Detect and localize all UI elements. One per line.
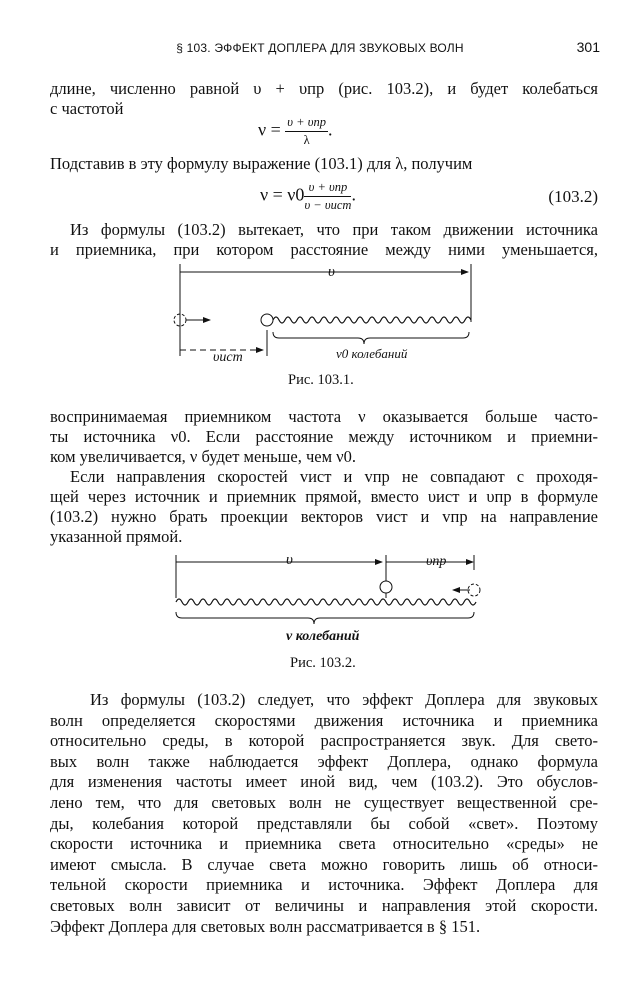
running-header: [40, 41, 600, 59]
para4-line1: воспринимаемая приемником частота ν оказывается больше часто-: [50, 407, 598, 426]
para6-line: волн определяется скоростями движения источника и приемника: [50, 710, 598, 730]
vist-label: υист: [213, 350, 243, 365]
figure-103-2-caption: Рис. 103.2.: [290, 655, 356, 671]
para5-line2: щей через источник и приемник прямой, вместо υист и υпр в формуле: [50, 487, 598, 506]
para4-line3: ком увеличивается, ν будет меньше, чем ν0.: [50, 447, 356, 466]
para6-line: тельной скорости приемника и источника. Эффект Доплера для: [50, 875, 598, 895]
page-number: 301: [576, 39, 600, 55]
para6-line: Из формулы (103.2) следует, что эффект Доплера для звуковых: [90, 690, 598, 709]
para6-line: Эффект Доплера для световых волн рассматривается в § 151.: [50, 916, 481, 936]
para5-line4: указанной прямой.: [50, 527, 183, 546]
formula-1: ν = $\frac{\text{υ + υпр}}{\lambda}$ .: [258, 115, 333, 147]
wave-brace: [273, 332, 469, 344]
para6-line: ды, колебания которой представляли бы собой «свет». Поэтому: [50, 813, 598, 833]
para6-line: вых волн также наблюдается эффект Доплера, однако формула: [50, 751, 598, 771]
para1-line2: с частотой: [50, 99, 124, 118]
para2-line1: Подставив в эту формулу выражение (103.1) для λ, получим: [50, 154, 473, 173]
para6-line: относительно среды, в которой распространяется звук. Для свето-: [50, 731, 598, 751]
source-circle: [261, 314, 273, 326]
para5-line3: (103.2) нужно брать проекции векторов vист и vпр на направление: [50, 507, 598, 526]
para6-line: имеют смысла. В случае света можно говорить лишь об относи-: [50, 854, 598, 874]
nu-label: ν колебаний: [286, 629, 360, 644]
para6-line: световых волн зависит от величины и направления этой скорости.: [50, 895, 598, 915]
receiver-circle: [380, 581, 392, 593]
section-title: § 103. ЭФФЕКТ ДОПЛЕРА ДЛЯ ЗВУКОВЫХ ВОЛН: [176, 41, 464, 55]
para5-line1: Если направления скоростей vист и vпр не совпадают с проходя-: [70, 467, 598, 486]
v-label: υ: [286, 552, 293, 568]
figure-103-1-caption: Рис. 103.1.: [288, 372, 354, 388]
para6: [50, 690, 598, 937]
para1-line1: длине, численно равной υ + υпр (рис. 103.2), и будет колебаться: [50, 79, 598, 98]
wave: [273, 317, 471, 323]
wave-brace: [176, 612, 474, 624]
equation-number: (103.2): [548, 187, 598, 206]
v-label: υ: [328, 264, 335, 280]
para6-line: для изменения частоты имеет иной вид, чем (103.2). Это обуслов-: [50, 772, 598, 792]
para6-line: лено тем, что для световых волн не существует вещественной сре-: [50, 792, 598, 812]
figure-103-2: [168, 550, 488, 650]
para3-line2: и приемника, при котором расстояние между ними уменьшается,: [50, 240, 598, 259]
formula-2: ν = ν0 $\frac{\text{υ + υпр}}{\text{υ − υист}}$ .: [260, 180, 356, 212]
vpr-label: υпр: [426, 554, 447, 569]
figure-103-1: [168, 262, 488, 370]
para4-line2: ты источника ν0. Если расстояние между источником и приемни-: [50, 427, 598, 446]
para6-line: скорости источника и приемника света относительно «среды» не: [50, 834, 598, 854]
nu0-label: ν0 колебаний: [336, 346, 408, 361]
para3-line1: Из формулы (103.2) вытекает, что при таком движении источника: [70, 220, 598, 239]
wave: [176, 599, 476, 605]
